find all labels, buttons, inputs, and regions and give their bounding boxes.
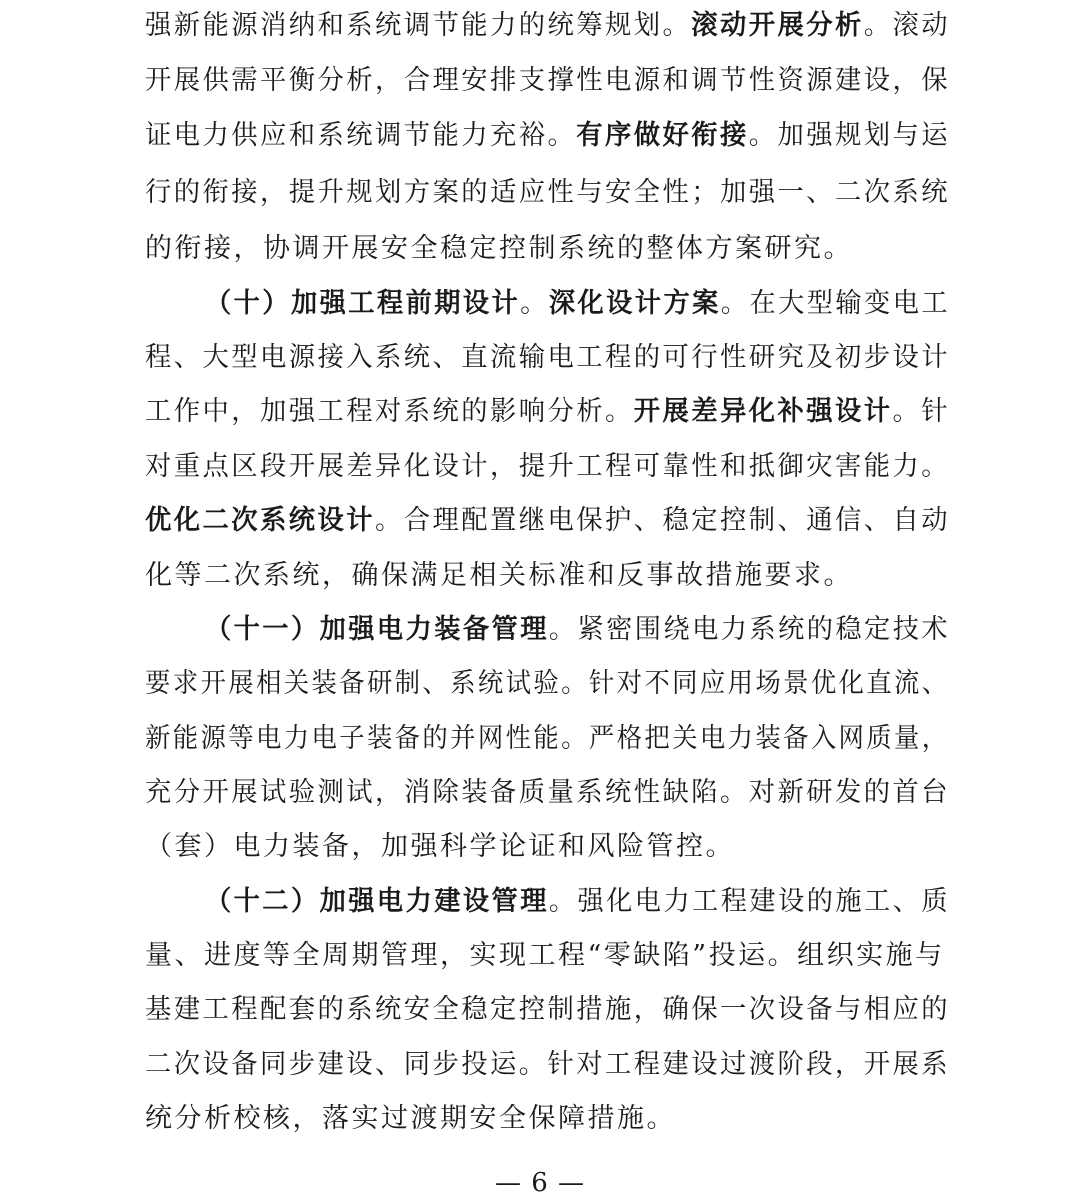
text-line-21: 统分析校核，落实过渡期安全保障措施。 [145, 1103, 676, 1134]
text-line-20: 二次设备同步建设、同步投运。针对工程建设过渡阶段，开展系 [145, 1049, 950, 1080]
page-number: — 6 — [494, 1168, 586, 1198]
text-line-15: 充分开展试验测试，消除装备质量系统性缺陷。对新研发的首台 [145, 777, 950, 808]
text-line-11: 化等二次系统，确保满足相关标准和反事故措施要求。 [145, 560, 853, 591]
text-line-7: 程、大型电源接入系统、直流输电工程的可行性研究及初步设计 [145, 342, 950, 373]
text-line-9: 对重点区段开展差异化设计，提升工程可靠性和抵御灾害能力。 [145, 451, 950, 482]
section-12-heading-line: （十二）加强电力建设管理。强化电力工程建设的施工、质 [205, 886, 950, 917]
text-line-10: 优化二次系统设计。合理配置继电保护、稳定控制、通信、自动 [145, 505, 950, 536]
text-line-5: 的衔接，协调开展安全稳定控制系统的整体方案研究。 [145, 233, 853, 264]
section-11-heading-line: （十一）加强电力装备管理。紧密围绕电力系统的稳定技术 [205, 614, 950, 645]
text-line-3: 证电力供应和系统调节能力充裕。有序做好衔接。加强规划与运 [145, 120, 950, 151]
text-line-18: 量、进度等全周期管理，实现工程“零缺陷”投运。组织实施与 [145, 940, 945, 971]
text-line-1: 强新能源消纳和系统调节能力的统筹规划。滚动开展分析。滚动 [145, 10, 950, 41]
text-line-2: 开展供需平衡分析，合理安排支撑性电源和调节性资源建设，保 [145, 65, 950, 96]
text-line-16: （套）电力装备，加强科学论证和风险管控。 [145, 831, 735, 862]
text-line-19: 基建工程配套的系统安全稳定控制措施，确保一次设备与相应的 [145, 994, 950, 1025]
text-line-14: 新能源等电力电子装备的并网性能。严格把关电力装备入网质量， [145, 723, 950, 754]
text-line-8: 工作中，加强工程对系统的影响分析。开展差异化补强设计。针 [145, 396, 950, 427]
section-10-heading-line: （十）加强工程前期设计。深化设计方案。在大型输变电工 [205, 288, 950, 319]
text-line-4: 行的衔接，提升规划方案的适应性与安全性；加强一、二次系统 [145, 177, 950, 208]
text-line-13: 要求开展相关装备研制、系统试验。针对不同应用场景优化直流、 [145, 668, 950, 699]
